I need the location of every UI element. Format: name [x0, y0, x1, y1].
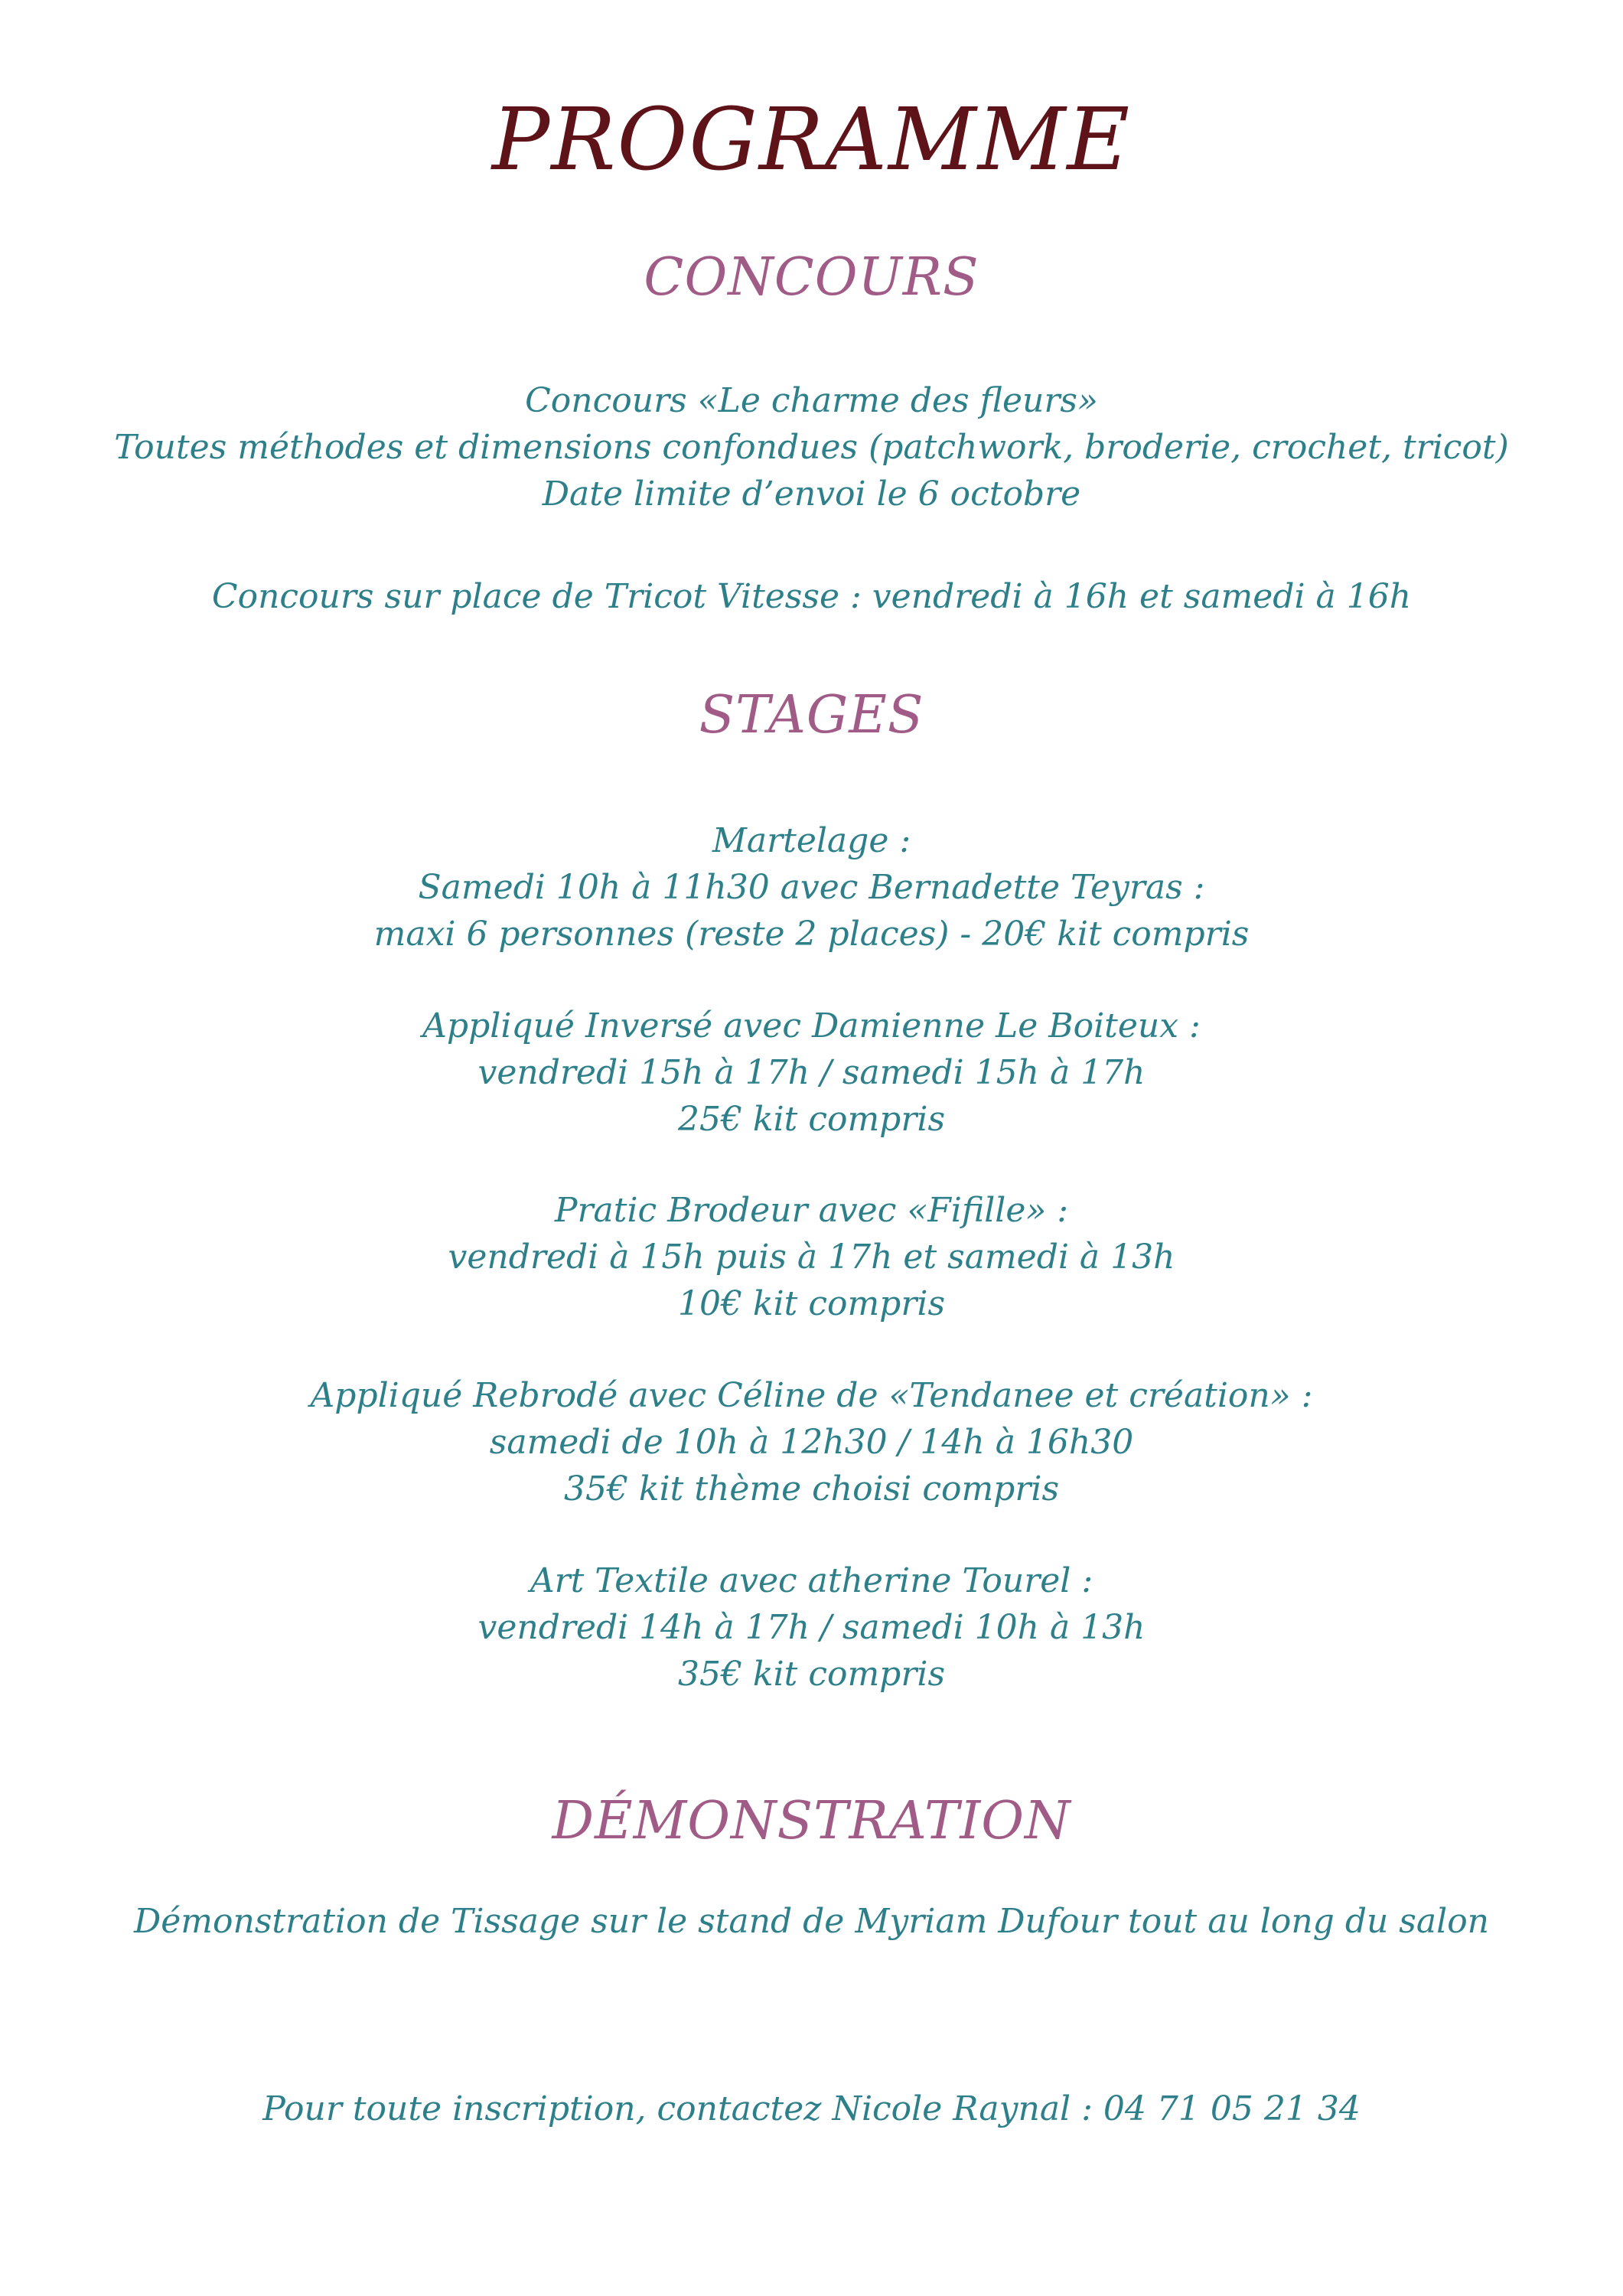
stage-art-textile-schedule: vendredi 14h à 17h / samedi 10h à 13h [477, 1608, 1146, 1647]
concours-line-1: Concours «Le charme des fleurs» [525, 381, 1098, 420]
stage-applique-inverse-title: Appliqué Inversé avec Damienne Le Boiteux : [422, 1006, 1201, 1045]
page-title: PROGRAMME [491, 90, 1132, 190]
concours-line-2: Toutes méthodes et dimensions confondues (patchwork, broderie, crochet, tricot) [114, 428, 1509, 467]
stage-pratic-brodeur-schedule: vendredi à 15h puis à 17h et samedi à 13h [448, 1238, 1175, 1277]
concours-sur-place: Concours sur place de Tricot Vitesse : vendredi à 16h et samedi à 16h [211, 577, 1412, 616]
stage-applique-rebrode-title: Appliqué Rebrodé avec Céline de «Tendanee et création» : [310, 1376, 1313, 1415]
contact-line: Pour toute inscription, contactez Nicole Raynal : 04 71 05 21 34 [262, 2089, 1361, 2128]
stage-martelage-price: maxi 6 personnes (reste 2 places) - 20€ kit compris [373, 915, 1250, 954]
stage-art-textile-price: 35€ kit compris [677, 1655, 946, 1694]
demonstration-heading: DÉMONSTRATION [552, 1791, 1071, 1851]
demonstration-text: Démonstration de Tissage sur le stand de Myriam Dufour tout au long du salon [133, 1902, 1490, 1941]
stages-heading: STAGES [699, 685, 924, 745]
concours-heading: CONCOURS [644, 247, 979, 308]
stage-applique-rebrode-schedule: samedi de 10h à 12h30 / 14h à 16h30 [489, 1423, 1134, 1462]
stage-applique-rebrode-price: 35€ kit thème choisi compris [563, 1469, 1060, 1508]
stage-art-textile-title: Art Textile avec atherine Tourel : [530, 1561, 1093, 1600]
stage-martelage-title: Martelage : [712, 821, 911, 860]
stage-pratic-brodeur-title: Pratic Brodeur avec «Fifille» : [554, 1191, 1069, 1230]
stage-pratic-brodeur-price: 10€ kit compris [677, 1284, 946, 1323]
stage-applique-inverse-price: 25€ kit compris [677, 1100, 946, 1139]
stage-martelage-schedule: Samedi 10h à 11h30 avec Bernadette Teyras : [418, 868, 1205, 907]
stage-applique-inverse-schedule: vendredi 15h à 17h / samedi 15h à 17h [477, 1053, 1146, 1092]
concours-line-3: Date limite d’envoi le 6 octobre [542, 475, 1081, 514]
